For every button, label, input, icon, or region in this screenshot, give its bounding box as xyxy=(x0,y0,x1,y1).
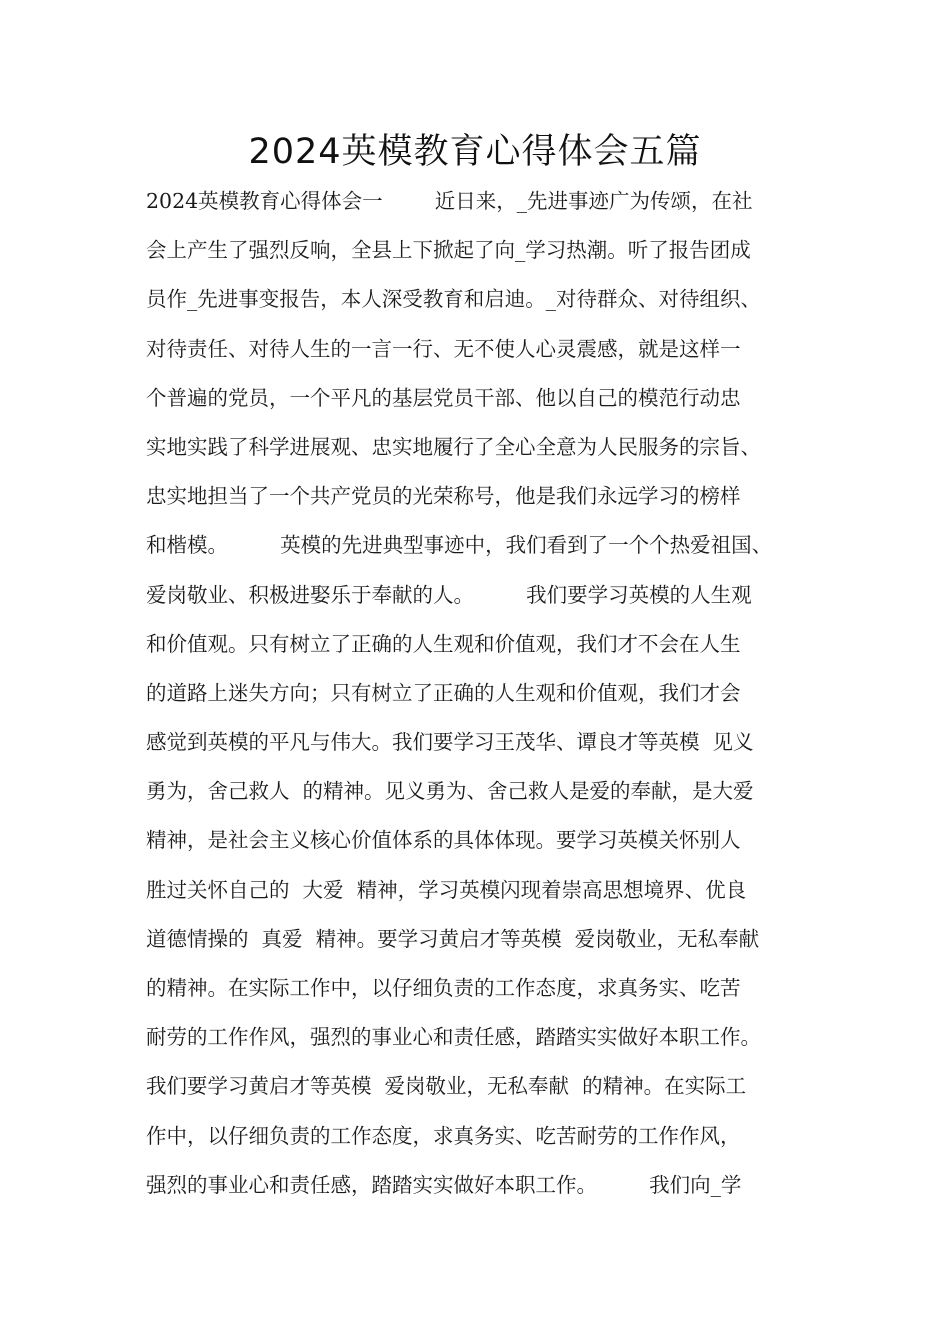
body-line: 爱岗敬业、积极进娶乐于奉献的人。 我们要学习英模的人生观 xyxy=(146,582,752,607)
body-line: 2024英模教育心得体会一 近日来，_先进事迹广为传颂，在社 xyxy=(146,189,753,213)
body-line: 我们要学习黄启才等英模 爱岗敬业，无私奉献 的精神。在实际工 xyxy=(146,1074,747,1099)
body-line: 道德情操的 真爱 精神。要学习黄启才等英模 爱岗敬业，无私奉献 xyxy=(146,926,760,951)
body-line: 感觉到英模的平凡与伟大。我们要学习王茂华、谭良才等英模 见义 xyxy=(146,730,754,755)
body-line: 会上产生了强烈反响，全县上下掀起了向_学习热潮。听了报告团成 xyxy=(146,238,751,263)
body-line: 强烈的事业心和责任感，踏踏实实做好本职工作。 我们向_学 xyxy=(146,1172,742,1197)
body-line: 和价值观。只有树立了正确的人生观和价值观，我们才不会在人生 xyxy=(146,631,741,656)
body-line: 勇为，舍己救人 的精神。见义勇为、舍己救人是爱的奉献，是大爱 xyxy=(146,779,754,804)
body-line: 忠实地担当了一个共产党员的光荣称号，他是我们永远学习的榜样 xyxy=(146,484,741,509)
body-line: 个普遍的党员，一个平凡的基层党员干部、他以自己的模范行动忠 xyxy=(146,385,741,410)
body-line: 实地实践了科学进展观、忠实地履行了全心全意为人民服务的宗旨、 xyxy=(146,434,761,459)
body-line: 胜过关怀自己的 大爱 精神，学习英模闪现着崇高思想境界、优良 xyxy=(146,877,747,902)
body-line: 的道路上迷失方向；只有树立了正确的人生观和价值观，我们才会 xyxy=(146,680,741,705)
document-title: 2024英模教育心得体会五篇 xyxy=(248,132,702,172)
body-line: 对待责任、对待人生的一言一行、无不使人心灵震感，就是这样一 xyxy=(146,336,741,361)
body-line: 的精神。在实际工作中，以仔细负责的工作态度，求真务实、吃苦 xyxy=(146,976,741,1000)
body-line: 和楷模。 英模的先进典型事迹中，我们看到了一个个热爱祖国、 xyxy=(146,533,773,558)
document-body xyxy=(146,180,836,1213)
body-line: 员作_先进事变报告，本人深受教育和启迪。_对待群众、对待组织、 xyxy=(146,287,761,312)
body-line: 耐劳的工作作风，强烈的事业心和责任感，踏踏实实做好本职工作。 xyxy=(146,1025,761,1050)
body-line: 精神，是社会主义核心价值体系的具体体现。要学习英模关怀别人 xyxy=(146,828,741,853)
body-line: 作中，以仔细负责的工作态度，求真务实、吃苦耐劳的工作作风， xyxy=(146,1123,741,1148)
